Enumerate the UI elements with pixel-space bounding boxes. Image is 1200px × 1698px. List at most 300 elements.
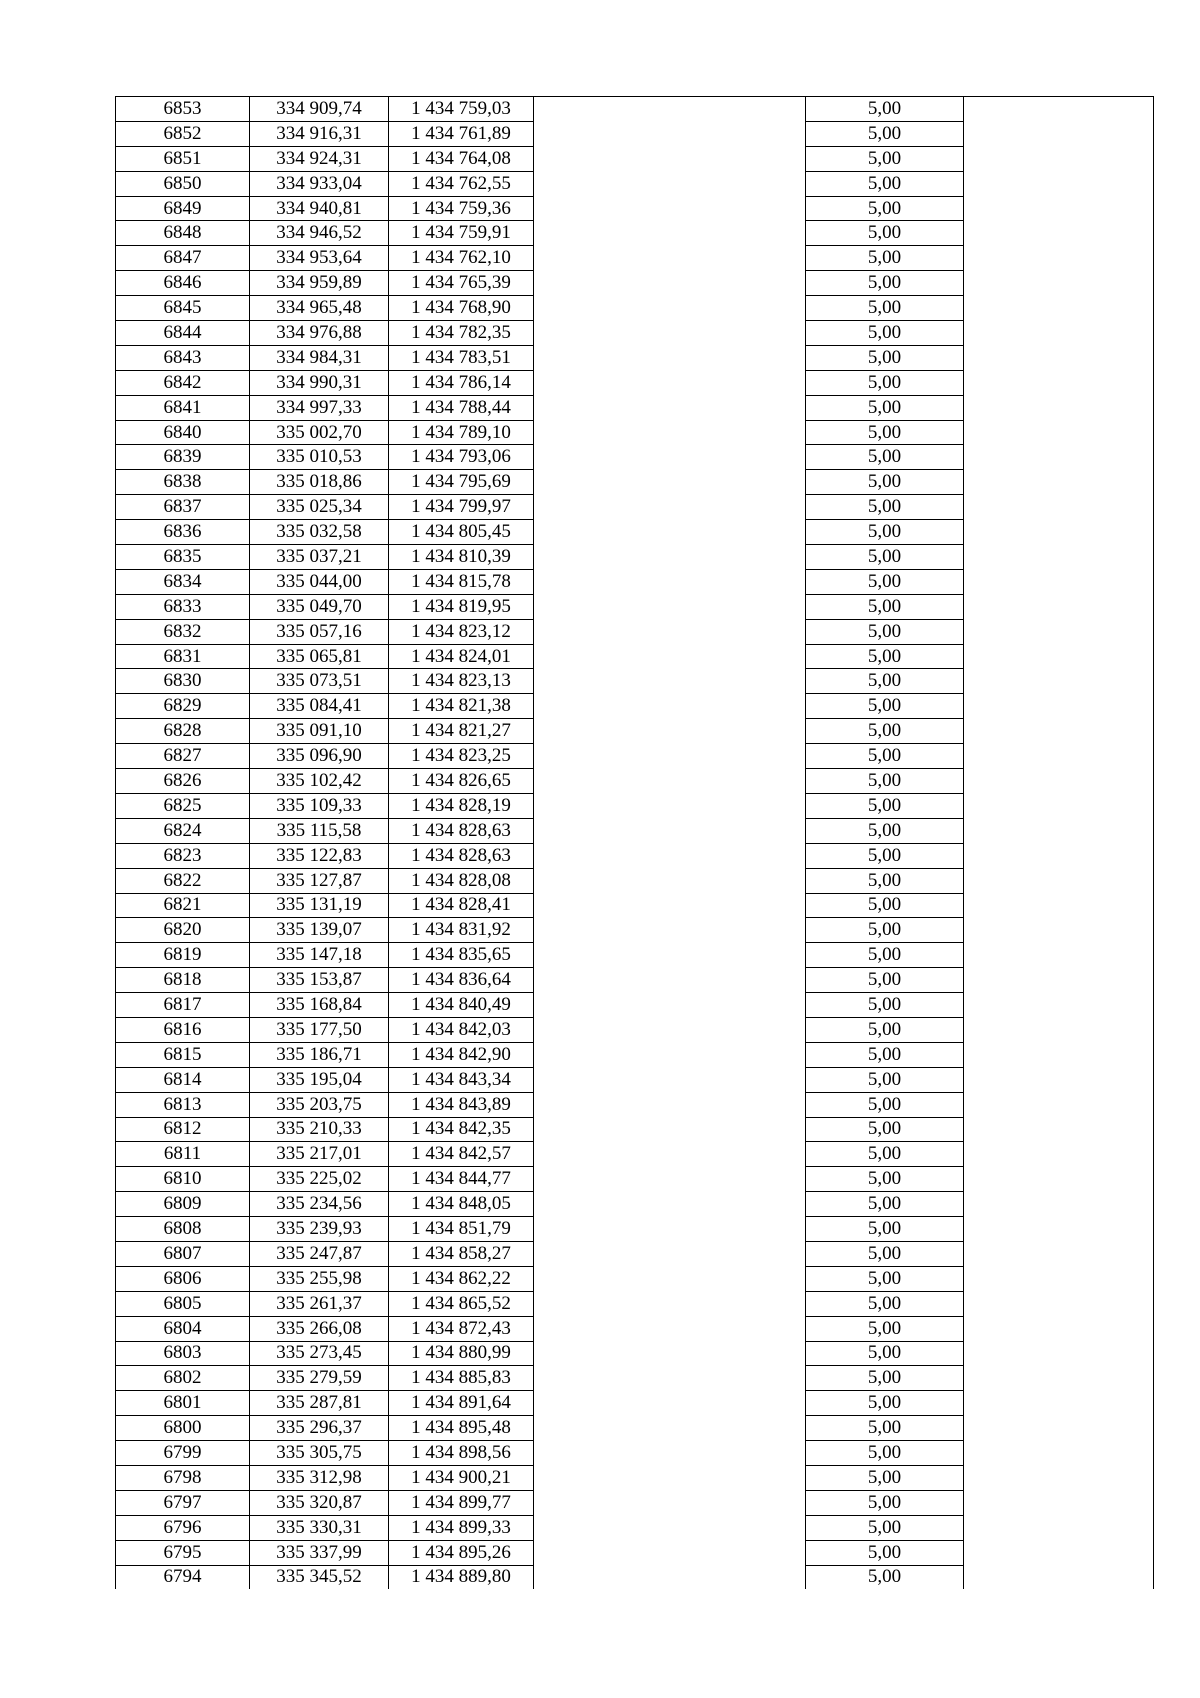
- y-coordinate-cell: 1 434 805,45: [389, 520, 534, 545]
- empty-cell: [964, 694, 1154, 719]
- point-number-cell: 6815: [116, 1042, 250, 1067]
- empty-cell: [534, 1291, 806, 1316]
- empty-cell: [534, 395, 806, 420]
- empty-cell: [964, 594, 1154, 619]
- y-coordinate-cell: 1 434 764,08: [389, 146, 534, 171]
- accuracy-cell: 5,00: [806, 520, 964, 545]
- x-coordinate-cell: 335 115,58: [250, 818, 389, 843]
- point-number-cell: 6851: [116, 146, 250, 171]
- empty-cell: [534, 694, 806, 719]
- table-row: [116, 644, 1154, 669]
- accuracy-cell: 5,00: [806, 1092, 964, 1117]
- x-coordinate-cell: 335 044,00: [250, 569, 389, 594]
- x-coordinate-cell: 335 122,83: [250, 843, 389, 868]
- empty-cell: [964, 395, 1154, 420]
- y-coordinate-cell: 1 434 793,06: [389, 445, 534, 470]
- empty-cell: [534, 271, 806, 296]
- table-row: [116, 1441, 1154, 1466]
- point-number-cell: 6845: [116, 296, 250, 321]
- empty-cell: [964, 1192, 1154, 1217]
- table-row: [116, 1217, 1154, 1242]
- point-number-cell: 6849: [116, 196, 250, 221]
- table-row: [116, 918, 1154, 943]
- empty-cell: [534, 1490, 806, 1515]
- y-coordinate-cell: 1 434 782,35: [389, 321, 534, 346]
- y-coordinate-cell: 1 434 821,27: [389, 719, 534, 744]
- x-coordinate-cell: 335 337,99: [250, 1540, 389, 1565]
- y-coordinate-cell: 1 434 765,39: [389, 271, 534, 296]
- table-row: [116, 893, 1154, 918]
- table-row: [116, 1565, 1154, 1589]
- x-coordinate-cell: 335 305,75: [250, 1441, 389, 1466]
- y-coordinate-cell: 1 434 843,89: [389, 1092, 534, 1117]
- empty-cell: [964, 1465, 1154, 1490]
- empty-cell: [534, 769, 806, 794]
- point-number-cell: 6852: [116, 121, 250, 146]
- x-coordinate-cell: 334 933,04: [250, 171, 389, 196]
- accuracy-cell: 5,00: [806, 993, 964, 1018]
- point-number-cell: 6846: [116, 271, 250, 296]
- point-number-cell: 6813: [116, 1092, 250, 1117]
- table-row: [116, 843, 1154, 868]
- point-number-cell: 6850: [116, 171, 250, 196]
- point-number-cell: 6818: [116, 968, 250, 993]
- accuracy-cell: 5,00: [806, 395, 964, 420]
- y-coordinate-cell: 1 434 889,80: [389, 1565, 534, 1589]
- table-row: [116, 968, 1154, 993]
- y-coordinate-cell: 1 434 828,19: [389, 793, 534, 818]
- x-coordinate-cell: 335 109,33: [250, 793, 389, 818]
- coordinates-table: [115, 96, 1154, 1589]
- empty-cell: [534, 744, 806, 769]
- table-row: [116, 146, 1154, 171]
- table-row: [116, 1515, 1154, 1540]
- empty-cell: [534, 669, 806, 694]
- empty-cell: [534, 793, 806, 818]
- point-number-cell: 6844: [116, 321, 250, 346]
- accuracy-cell: 5,00: [806, 918, 964, 943]
- point-number-cell: 6816: [116, 1017, 250, 1042]
- empty-cell: [964, 793, 1154, 818]
- x-coordinate-cell: 335 018,86: [250, 470, 389, 495]
- point-number-cell: 6853: [116, 97, 250, 122]
- x-coordinate-cell: 335 131,19: [250, 893, 389, 918]
- empty-cell: [964, 221, 1154, 246]
- empty-cell: [964, 943, 1154, 968]
- table-row: [116, 619, 1154, 644]
- table-row: [116, 321, 1154, 346]
- empty-cell: [964, 1092, 1154, 1117]
- empty-cell: [964, 893, 1154, 918]
- empty-cell: [534, 843, 806, 868]
- table-row: [116, 769, 1154, 794]
- y-coordinate-cell: 1 434 858,27: [389, 1241, 534, 1266]
- table-row: [116, 818, 1154, 843]
- empty-cell: [534, 470, 806, 495]
- table-row: [116, 121, 1154, 146]
- empty-cell: [534, 893, 806, 918]
- x-coordinate-cell: 335 239,93: [250, 1217, 389, 1242]
- table-row: [116, 1465, 1154, 1490]
- point-number-cell: 6826: [116, 769, 250, 794]
- x-coordinate-cell: 335 225,02: [250, 1167, 389, 1192]
- point-number-cell: 6812: [116, 1117, 250, 1142]
- accuracy-cell: 5,00: [806, 719, 964, 744]
- point-number-cell: 6804: [116, 1316, 250, 1341]
- accuracy-cell: 5,00: [806, 843, 964, 868]
- x-coordinate-cell: 335 279,59: [250, 1366, 389, 1391]
- accuracy-cell: 5,00: [806, 1042, 964, 1067]
- empty-cell: [964, 1017, 1154, 1042]
- point-number-cell: 6814: [116, 1067, 250, 1092]
- point-number-cell: 6807: [116, 1241, 250, 1266]
- x-coordinate-cell: 335 210,33: [250, 1117, 389, 1142]
- table-row: [116, 694, 1154, 719]
- empty-cell: [534, 520, 806, 545]
- table-row: [116, 1142, 1154, 1167]
- y-coordinate-cell: 1 434 759,36: [389, 196, 534, 221]
- point-number-cell: 6794: [116, 1565, 250, 1589]
- empty-cell: [534, 1416, 806, 1441]
- table-row: [116, 1067, 1154, 1092]
- x-coordinate-cell: 335 312,98: [250, 1465, 389, 1490]
- empty-cell: [534, 420, 806, 445]
- y-coordinate-cell: 1 434 835,65: [389, 943, 534, 968]
- y-coordinate-cell: 1 434 762,55: [389, 171, 534, 196]
- accuracy-cell: 5,00: [806, 569, 964, 594]
- point-number-cell: 6796: [116, 1515, 250, 1540]
- y-coordinate-cell: 1 434 831,92: [389, 918, 534, 943]
- x-coordinate-cell: 335 247,87: [250, 1241, 389, 1266]
- accuracy-cell: 5,00: [806, 1416, 964, 1441]
- table-row: [116, 1416, 1154, 1441]
- point-number-cell: 6828: [116, 719, 250, 744]
- y-coordinate-cell: 1 434 761,89: [389, 121, 534, 146]
- empty-cell: [964, 370, 1154, 395]
- empty-cell: [964, 1167, 1154, 1192]
- empty-cell: [964, 818, 1154, 843]
- empty-cell: [964, 1391, 1154, 1416]
- empty-cell: [534, 1241, 806, 1266]
- empty-cell: [964, 1266, 1154, 1291]
- empty-cell: [534, 868, 806, 893]
- empty-cell: [534, 321, 806, 346]
- accuracy-cell: 5,00: [806, 121, 964, 146]
- point-number-cell: 6830: [116, 669, 250, 694]
- empty-cell: [534, 719, 806, 744]
- accuracy-cell: 5,00: [806, 694, 964, 719]
- empty-cell: [964, 968, 1154, 993]
- empty-cell: [534, 1067, 806, 1092]
- table-row: [116, 1341, 1154, 1366]
- empty-cell: [534, 818, 806, 843]
- empty-cell: [534, 1017, 806, 1042]
- table-row: [116, 1017, 1154, 1042]
- empty-cell: [964, 1042, 1154, 1067]
- y-coordinate-cell: 1 434 885,83: [389, 1366, 534, 1391]
- y-coordinate-cell: 1 434 895,26: [389, 1540, 534, 1565]
- accuracy-cell: 5,00: [806, 370, 964, 395]
- table-row: [116, 1291, 1154, 1316]
- empty-cell: [534, 97, 806, 122]
- empty-cell: [964, 1241, 1154, 1266]
- x-coordinate-cell: 334 997,33: [250, 395, 389, 420]
- empty-cell: [964, 1441, 1154, 1466]
- empty-cell: [964, 1490, 1154, 1515]
- x-coordinate-cell: 335 002,70: [250, 420, 389, 445]
- x-coordinate-cell: 335 195,04: [250, 1067, 389, 1092]
- x-coordinate-cell: 334 990,31: [250, 370, 389, 395]
- empty-cell: [964, 345, 1154, 370]
- empty-cell: [534, 1266, 806, 1291]
- x-coordinate-cell: 335 127,87: [250, 868, 389, 893]
- x-coordinate-cell: 335 177,50: [250, 1017, 389, 1042]
- accuracy-cell: 5,00: [806, 1490, 964, 1515]
- empty-cell: [534, 545, 806, 570]
- point-number-cell: 6801: [116, 1391, 250, 1416]
- empty-cell: [534, 1192, 806, 1217]
- empty-cell: [964, 644, 1154, 669]
- accuracy-cell: 5,00: [806, 345, 964, 370]
- table-row: [116, 744, 1154, 769]
- x-coordinate-cell: 335 345,52: [250, 1565, 389, 1589]
- point-number-cell: 6795: [116, 1540, 250, 1565]
- empty-cell: [964, 171, 1154, 196]
- table-row: [116, 520, 1154, 545]
- x-coordinate-cell: 335 102,42: [250, 769, 389, 794]
- table-row: [116, 470, 1154, 495]
- empty-cell: [534, 594, 806, 619]
- y-coordinate-cell: 1 434 865,52: [389, 1291, 534, 1316]
- empty-cell: [534, 121, 806, 146]
- empty-cell: [534, 918, 806, 943]
- table-row: [116, 1266, 1154, 1291]
- table-row: [116, 1540, 1154, 1565]
- x-coordinate-cell: 335 032,58: [250, 520, 389, 545]
- y-coordinate-cell: 1 434 842,35: [389, 1117, 534, 1142]
- table-row: [116, 1366, 1154, 1391]
- x-coordinate-cell: 335 287,81: [250, 1391, 389, 1416]
- point-number-cell: 6832: [116, 619, 250, 644]
- table-row: [116, 594, 1154, 619]
- x-coordinate-cell: 335 139,07: [250, 918, 389, 943]
- point-number-cell: 6837: [116, 495, 250, 520]
- empty-cell: [964, 744, 1154, 769]
- y-coordinate-cell: 1 434 895,48: [389, 1416, 534, 1441]
- x-coordinate-cell: 335 266,08: [250, 1316, 389, 1341]
- empty-cell: [534, 1391, 806, 1416]
- x-coordinate-cell: 334 984,31: [250, 345, 389, 370]
- accuracy-cell: 5,00: [806, 1217, 964, 1242]
- table-row: [116, 868, 1154, 893]
- coordinates-table-body: [116, 97, 1154, 1590]
- empty-cell: [534, 370, 806, 395]
- point-number-cell: 6831: [116, 644, 250, 669]
- y-coordinate-cell: 1 434 819,95: [389, 594, 534, 619]
- x-coordinate-cell: 334 924,31: [250, 146, 389, 171]
- x-coordinate-cell: 335 273,45: [250, 1341, 389, 1366]
- x-coordinate-cell: 335 296,37: [250, 1416, 389, 1441]
- accuracy-cell: 5,00: [806, 1316, 964, 1341]
- accuracy-cell: 5,00: [806, 470, 964, 495]
- y-coordinate-cell: 1 434 842,03: [389, 1017, 534, 1042]
- empty-cell: [964, 1515, 1154, 1540]
- y-coordinate-cell: 1 434 788,44: [389, 395, 534, 420]
- point-number-cell: 6833: [116, 594, 250, 619]
- accuracy-cell: 5,00: [806, 1441, 964, 1466]
- y-coordinate-cell: 1 434 851,79: [389, 1217, 534, 1242]
- x-coordinate-cell: 335 168,84: [250, 993, 389, 1018]
- empty-cell: [964, 843, 1154, 868]
- empty-cell: [534, 1142, 806, 1167]
- y-coordinate-cell: 1 434 898,56: [389, 1441, 534, 1466]
- empty-cell: [964, 97, 1154, 122]
- x-coordinate-cell: 335 057,16: [250, 619, 389, 644]
- x-coordinate-cell: 335 330,31: [250, 1515, 389, 1540]
- accuracy-cell: 5,00: [806, 818, 964, 843]
- y-coordinate-cell: 1 434 759,03: [389, 97, 534, 122]
- y-coordinate-cell: 1 434 828,08: [389, 868, 534, 893]
- x-coordinate-cell: 334 959,89: [250, 271, 389, 296]
- x-coordinate-cell: 334 965,48: [250, 296, 389, 321]
- point-number-cell: 6811: [116, 1142, 250, 1167]
- empty-cell: [534, 1092, 806, 1117]
- table-row: [116, 296, 1154, 321]
- y-coordinate-cell: 1 434 795,69: [389, 470, 534, 495]
- empty-cell: [964, 495, 1154, 520]
- empty-cell: [964, 868, 1154, 893]
- accuracy-cell: 5,00: [806, 1266, 964, 1291]
- accuracy-cell: 5,00: [806, 321, 964, 346]
- empty-cell: [964, 196, 1154, 221]
- empty-cell: [964, 271, 1154, 296]
- y-coordinate-cell: 1 434 862,22: [389, 1266, 534, 1291]
- accuracy-cell: 5,00: [806, 744, 964, 769]
- table-row: [116, 1042, 1154, 1067]
- empty-cell: [964, 769, 1154, 794]
- table-row: [116, 569, 1154, 594]
- x-coordinate-cell: 334 916,31: [250, 121, 389, 146]
- point-number-cell: 6823: [116, 843, 250, 868]
- point-number-cell: 6824: [116, 818, 250, 843]
- point-number-cell: 6834: [116, 569, 250, 594]
- accuracy-cell: 5,00: [806, 1391, 964, 1416]
- table-row: [116, 1391, 1154, 1416]
- empty-cell: [534, 1441, 806, 1466]
- x-coordinate-cell: 335 091,10: [250, 719, 389, 744]
- empty-cell: [964, 719, 1154, 744]
- accuracy-cell: 5,00: [806, 495, 964, 520]
- accuracy-cell: 5,00: [806, 1540, 964, 1565]
- point-number-cell: 6803: [116, 1341, 250, 1366]
- x-coordinate-cell: 335 147,18: [250, 943, 389, 968]
- x-coordinate-cell: 334 976,88: [250, 321, 389, 346]
- point-number-cell: 6805: [116, 1291, 250, 1316]
- point-number-cell: 6806: [116, 1266, 250, 1291]
- empty-cell: [534, 569, 806, 594]
- empty-cell: [964, 296, 1154, 321]
- accuracy-cell: 5,00: [806, 296, 964, 321]
- accuracy-cell: 5,00: [806, 196, 964, 221]
- x-coordinate-cell: 335 010,53: [250, 445, 389, 470]
- y-coordinate-cell: 1 434 836,64: [389, 968, 534, 993]
- y-coordinate-cell: 1 434 799,97: [389, 495, 534, 520]
- accuracy-cell: 5,00: [806, 1291, 964, 1316]
- point-number-cell: 6848: [116, 221, 250, 246]
- empty-cell: [534, 1167, 806, 1192]
- accuracy-cell: 5,00: [806, 793, 964, 818]
- table-row: [116, 545, 1154, 570]
- y-coordinate-cell: 1 434 899,77: [389, 1490, 534, 1515]
- empty-cell: [964, 1142, 1154, 1167]
- point-number-cell: 6829: [116, 694, 250, 719]
- accuracy-cell: 5,00: [806, 1241, 964, 1266]
- point-number-cell: 6839: [116, 445, 250, 470]
- x-coordinate-cell: 334 946,52: [250, 221, 389, 246]
- y-coordinate-cell: 1 434 768,90: [389, 296, 534, 321]
- empty-cell: [964, 1291, 1154, 1316]
- empty-cell: [534, 345, 806, 370]
- empty-cell: [534, 1042, 806, 1067]
- empty-cell: [534, 1366, 806, 1391]
- accuracy-cell: 5,00: [806, 644, 964, 669]
- point-number-cell: 6840: [116, 420, 250, 445]
- empty-cell: [964, 1341, 1154, 1366]
- y-coordinate-cell: 1 434 762,10: [389, 246, 534, 271]
- empty-cell: [964, 520, 1154, 545]
- y-coordinate-cell: 1 434 823,12: [389, 619, 534, 644]
- accuracy-cell: 5,00: [806, 1465, 964, 1490]
- table-row: [116, 1316, 1154, 1341]
- table-row: [116, 420, 1154, 445]
- empty-cell: [964, 545, 1154, 570]
- empty-cell: [964, 445, 1154, 470]
- accuracy-cell: 5,00: [806, 968, 964, 993]
- table-row: [116, 196, 1154, 221]
- y-coordinate-cell: 1 434 759,91: [389, 221, 534, 246]
- accuracy-cell: 5,00: [806, 1515, 964, 1540]
- y-coordinate-cell: 1 434 899,33: [389, 1515, 534, 1540]
- empty-cell: [964, 321, 1154, 346]
- y-coordinate-cell: 1 434 843,34: [389, 1067, 534, 1092]
- empty-cell: [534, 1565, 806, 1589]
- empty-cell: [964, 121, 1154, 146]
- table-row: [116, 171, 1154, 196]
- y-coordinate-cell: 1 434 821,38: [389, 694, 534, 719]
- point-number-cell: 6822: [116, 868, 250, 893]
- table-row: [116, 345, 1154, 370]
- accuracy-cell: 5,00: [806, 769, 964, 794]
- y-coordinate-cell: 1 434 880,99: [389, 1341, 534, 1366]
- accuracy-cell: 5,00: [806, 669, 964, 694]
- x-coordinate-cell: 335 203,75: [250, 1092, 389, 1117]
- y-coordinate-cell: 1 434 786,14: [389, 370, 534, 395]
- y-coordinate-cell: 1 434 872,43: [389, 1316, 534, 1341]
- accuracy-cell: 5,00: [806, 619, 964, 644]
- empty-cell: [534, 1217, 806, 1242]
- empty-cell: [534, 146, 806, 171]
- accuracy-cell: 5,00: [806, 146, 964, 171]
- point-number-cell: 6836: [116, 520, 250, 545]
- accuracy-cell: 5,00: [806, 1017, 964, 1042]
- table-row: [116, 1241, 1154, 1266]
- y-coordinate-cell: 1 434 891,64: [389, 1391, 534, 1416]
- point-number-cell: 6825: [116, 793, 250, 818]
- empty-cell: [534, 246, 806, 271]
- empty-cell: [964, 1416, 1154, 1441]
- empty-cell: [534, 619, 806, 644]
- x-coordinate-cell: 335 153,87: [250, 968, 389, 993]
